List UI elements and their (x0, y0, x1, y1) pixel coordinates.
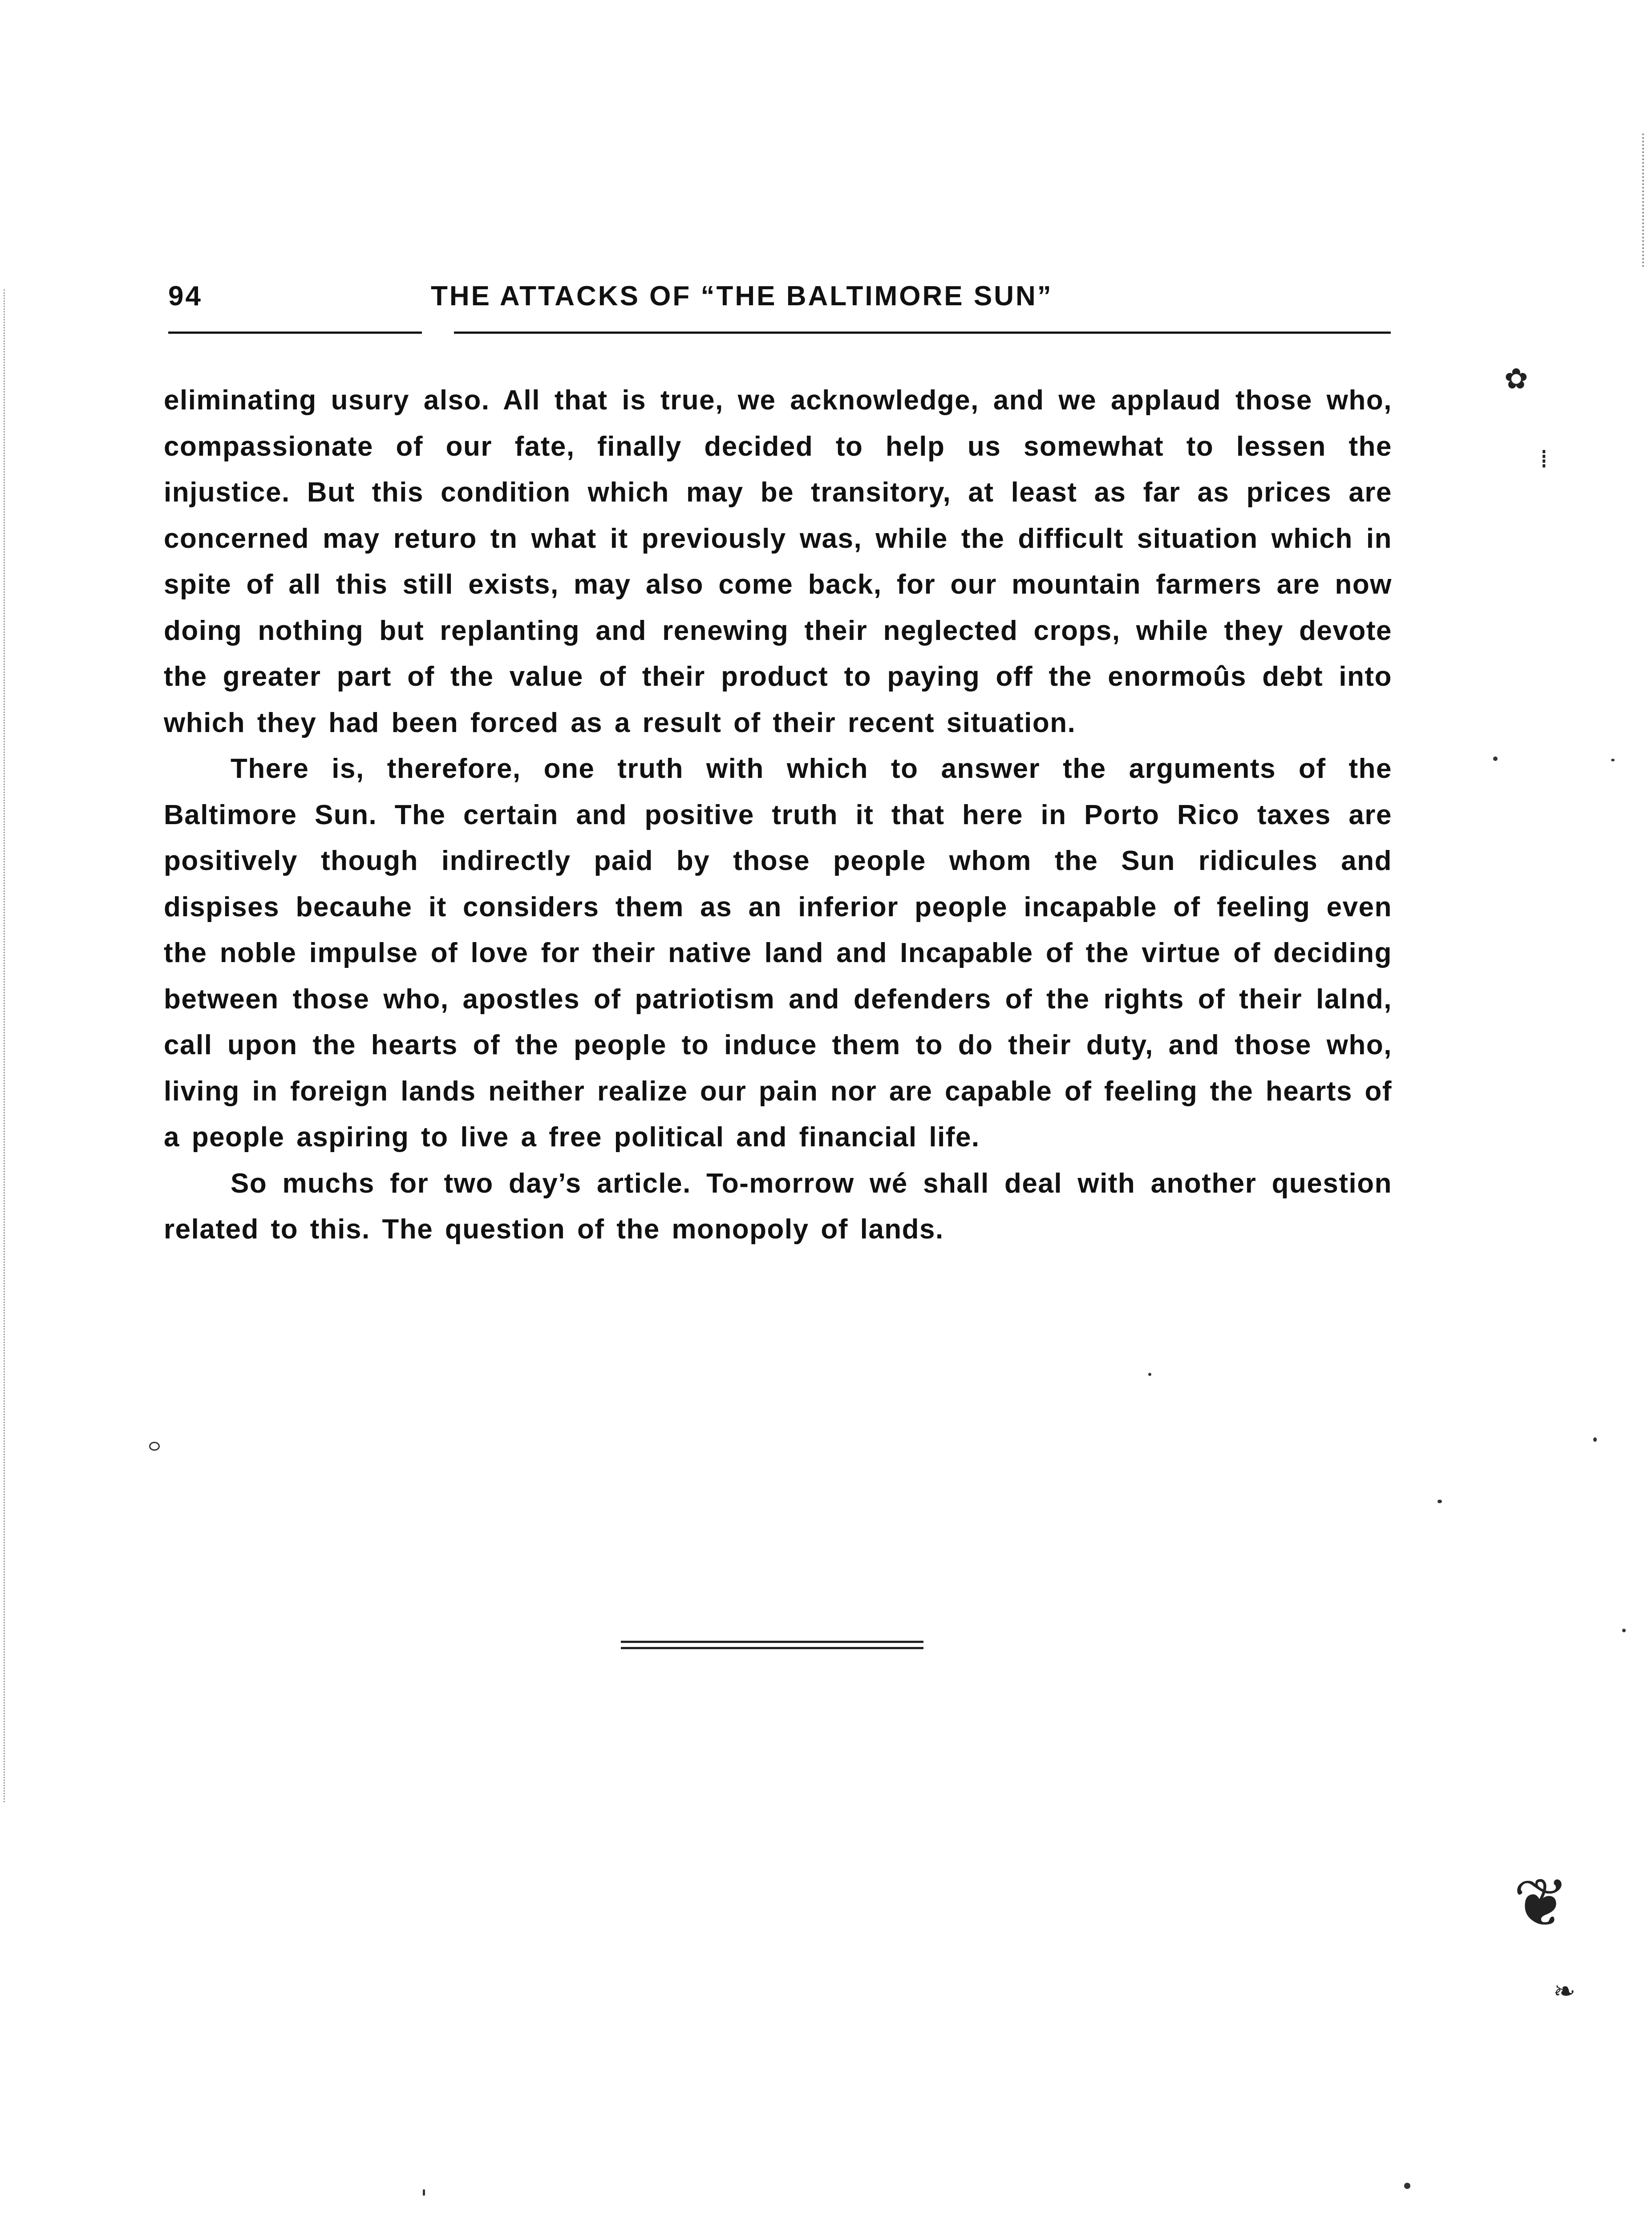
paragraph-truth: There is, therefore, one truth with which to answer the arguments of the Baltimore Sun. The certain and positive truth it that here in Porto Rico taxes are positively though indirectly paid by those people whom the Sun ridicules and dispises becauhe it considers them as an inferior people incapable of feeling even the noble impulse of love for their native land and Incapable of the virtue of deciding between those who, apostles of patriotism and defenders of the rights of their lalnd, call upon the hearts of the people to induce them to do their duty, and those who, living in foreign lands neither realize our pain nor are capable of feeling the hearts of a people aspiring to live a free political and financial life. (164, 753, 1392, 1153)
leaf-ornament-icon: ❧ (1553, 1976, 1576, 2007)
end-rule-line (621, 1647, 923, 1649)
print-speck (1404, 2183, 1410, 2189)
scan-edge-left (4, 289, 11, 1802)
scan-edge-right (1642, 134, 1648, 267)
running-title: THE ATTACKS OF “THE BALTIMORE SUN” (431, 281, 1053, 312)
header-rule-right (454, 332, 1391, 334)
page-number: 94 (168, 281, 202, 312)
margin-mark-icon: ⁞ (1540, 444, 1548, 474)
paragraph-continuation: eliminating usury also. All that is true, we acknowledge, and we applaud those who, compassionate of our fate, finally decided to help us somewhat to lessen the injustice. But this condition which may be transitory, at least as far as prices are concerned may returo tn what it previously was, while the difficult situation which in spite of all this still exists, may also come back, for our mountain farmers are now doing nothing but replanting and renewing their neglected crops, while they devote the greater part of the value of their product to paying off the enormoûs debt into which they had been forced as a result of their recent situation. (164, 385, 1392, 738)
paragraph-closing: So muchs for two day’s article. To-morrow wé shall deal with another question related to this. The question of the monopoly of lands. (164, 1168, 1392, 1245)
body-text (164, 377, 1392, 1253)
floral-stamp-icon: ❦ (1513, 1865, 1569, 1942)
print-speck (1437, 1500, 1442, 1503)
end-rule-line (621, 1641, 923, 1643)
print-speck (1622, 1629, 1626, 1632)
header-rule-left (168, 332, 422, 334)
print-speck (149, 1442, 160, 1451)
print-speck (1611, 759, 1615, 761)
running-head (168, 280, 1392, 316)
flower-ornament-icon: ✿ (1504, 363, 1528, 396)
print-speck (1148, 1373, 1151, 1376)
print-speck (423, 2189, 425, 2196)
print-speck (1493, 756, 1498, 761)
print-speck (1593, 1437, 1597, 1442)
end-rule (621, 1641, 923, 1651)
